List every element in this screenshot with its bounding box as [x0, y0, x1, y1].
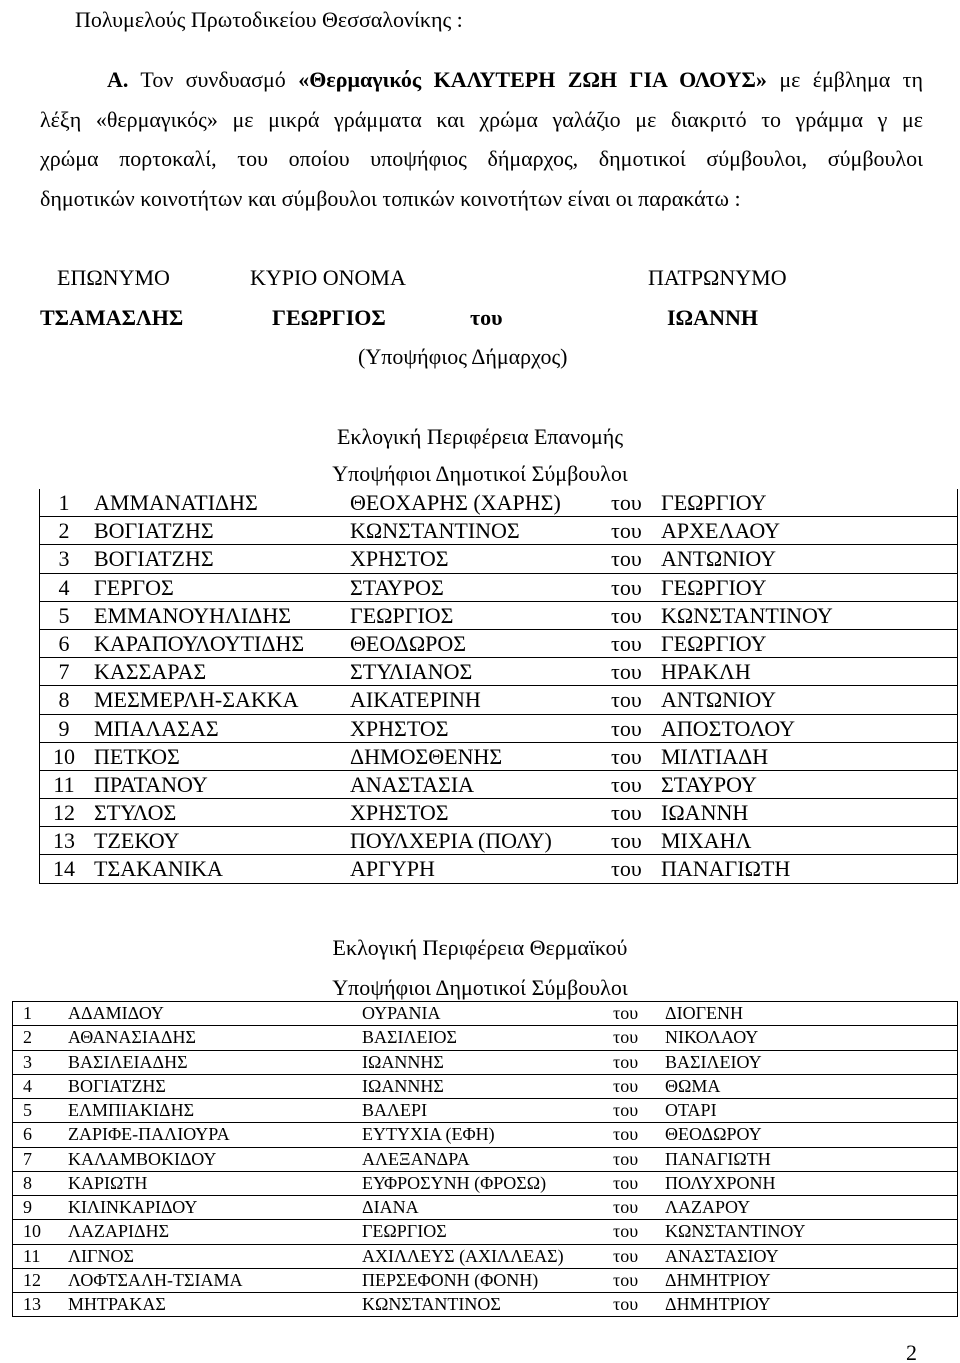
candidate-number: 2 [58, 518, 70, 544]
table-row [40, 799, 957, 827]
candidate-first-name: ΑΡΓΥΡΗ [350, 856, 435, 882]
of-word: του [611, 602, 642, 628]
table-row [40, 658, 957, 686]
mayor-surname: ΤΣΑΜΑΣΛΗΣ [40, 305, 184, 330]
candidate-father-name: ΙΩΑΝΝΗ [661, 800, 749, 826]
of-word: του [611, 687, 642, 713]
candidate-number: 5 [58, 602, 70, 628]
table-row [13, 1172, 957, 1196]
candidate-father-name: ΠΟΛΥΧΡΟΝΗ [665, 1172, 776, 1193]
of-word: του [613, 1148, 639, 1169]
table-row [40, 715, 957, 743]
candidate-number: 3 [23, 1051, 32, 1072]
candidate-father-name: ΒΑΣΙΛΕΙΟΥ [665, 1051, 762, 1072]
candidate-number: 4 [58, 574, 70, 600]
intro-line-1 [40, 60, 923, 100]
candidate-first-name: ΧΡΗΣΤΟΣ [350, 546, 449, 572]
mayor-role: (Υποψήφιος Δήμαρχος) [358, 344, 568, 369]
candidate-surname: ΤΖΕΚΟΥ [94, 828, 180, 854]
candidate-number: 10 [23, 1221, 41, 1242]
candidate-first-name: ΑΙΚΑΤΕΡΙΝΗ [350, 687, 481, 713]
candidate-father-name: ΜΙΧΑΗΛ [661, 828, 752, 854]
candidate-first-name: ΔΗΜΟΣΘΕΝΗΣ [350, 743, 503, 769]
candidate-number: 6 [23, 1124, 32, 1145]
candidate-father-name: ΑΝΑΣΤΑΣΙΟΥ [665, 1245, 779, 1266]
intro-line-4: δημοτικών κοινοτήτων και σύμβουλοι τοπικών κοινοτήτων είναι οι παρακάτω : [40, 186, 741, 212]
candidate-surname: ΚΑΛΑΜΒΟΚΙΔΟΥ [68, 1148, 217, 1169]
candidate-surname: ΚΑΡΙΩΤΗ [68, 1172, 148, 1193]
of-word: του [611, 771, 642, 797]
candidate-surname: ΚΑΣΣΑΡΑΣ [94, 659, 207, 685]
of-word: του [611, 574, 642, 600]
candidate-number: 3 [58, 546, 70, 572]
region-subtitle-thermaikos: Υποψήφιοι Δημοτικοί Σύμβουλοι [332, 975, 628, 1000]
candidate-first-name: ΣΤΑΥΡΟΣ [350, 574, 444, 600]
region-subtitle-epanomi: Υποψήφιοι Δημοτικοί Σύμβουλοι [332, 461, 628, 486]
mayor-first-name: ΓΕΩΡΓΙΟΣ [272, 305, 386, 330]
table-row [13, 1075, 957, 1099]
table-row [13, 1245, 957, 1269]
of-word: του [613, 1221, 639, 1242]
of-word: του [613, 1100, 639, 1120]
candidate-surname: ΖΑΡΙΦΕ-ΠΑΛΙΟΥΡΑ [68, 1124, 230, 1145]
candidate-first-name: ΒΑΛΕΡΙ [362, 1100, 428, 1120]
table-row [13, 1269, 957, 1293]
court-line: Πολυμελούς Πρωτοδικείου Θεσσαλονίκης : [75, 7, 463, 32]
candidate-number: 12 [23, 1269, 41, 1290]
candidate-father-name: ΘΩΜΑ [665, 1075, 721, 1096]
candidate-number: 4 [23, 1075, 32, 1096]
table-row [40, 545, 957, 573]
candidate-surname: ΕΜΜΑΝΟΥΗΛΙΔΗΣ [94, 602, 292, 628]
table-row [13, 1148, 957, 1172]
candidate-father-name: ΔΗΜΗΤΡΙΟΥ [665, 1294, 771, 1314]
of-word: του [611, 828, 642, 854]
candidate-number: 14 [53, 856, 75, 882]
column-header-first-name: ΚΥΡΙΟ ΟΝΟΜΑ [250, 265, 406, 290]
candidate-surname: ΓΕΡΓΟΣ [94, 574, 174, 600]
candidate-first-name: ΧΡΗΣΤΟΣ [350, 800, 449, 826]
candidate-number: 2 [23, 1027, 32, 1048]
candidate-first-name: ΠΟΥΛΧΕΡΙΑ (ΠΟΛΥ) [350, 828, 552, 854]
table-row [13, 1051, 957, 1075]
table-row [40, 827, 957, 855]
candidate-first-name: ΟΥΡΑΝΙΑ [362, 1003, 441, 1023]
candidate-first-name: ΠΕΡΣΕΦΟΝΗ (ΦΟΝΗ) [362, 1269, 539, 1290]
candidate-surname: ΠΕΤΚΟΣ [94, 743, 180, 769]
of-word: του [611, 490, 642, 515]
column-header-surname: ΕΠΩΝΥΜΟ [57, 265, 170, 290]
intro-line-2: λέξη «θερμαγικός» με μικρά γράμματα και χρώμα γαλάζιο με διακριτό το γράμμα γ με [40, 106, 923, 132]
candidate-surname: ΑΔΑΜΙΔΟΥ [68, 1003, 164, 1023]
of-word: του [611, 800, 642, 826]
candidate-number: 5 [23, 1100, 32, 1120]
candidate-number: 13 [53, 828, 75, 854]
of-word: του [613, 1294, 639, 1314]
candidate-number: 10 [53, 743, 75, 769]
candidate-father-name: ΔΗΜΗΤΡΙΟΥ [665, 1269, 771, 1290]
candidate-father-name: ΑΠΟΣΤΟΛΟΥ [661, 715, 796, 741]
candidate-surname: ΒΟΓΙΑΤΖΗΣ [68, 1075, 166, 1096]
candidate-number: 9 [23, 1197, 32, 1217]
table-row [40, 686, 957, 714]
table-row [40, 489, 957, 517]
candidate-first-name: ΚΩΝΣΤΑΝΤΙΝΟΣ [350, 518, 520, 544]
of-word: του [613, 1245, 639, 1266]
candidate-father-name: ΜΙΛΤΙΑΔΗ [661, 743, 769, 769]
candidate-first-name: ΓΕΩΡΓΙΟΣ [350, 602, 454, 628]
candidate-surname: ΕΛΜΠΙΑΚΙΔΗΣ [68, 1100, 195, 1120]
of-word: του [611, 743, 642, 769]
intro-line-3: χρώμα πορτοκαλί, του οποίου υποψήφιος δήμαρχος, δημοτικοί σύμβουλοι, σύμβουλοι [40, 146, 923, 172]
candidate-first-name: ΙΩΑΝΝΗΣ [362, 1051, 444, 1072]
candidate-number: 8 [58, 687, 70, 713]
candidate-surname: ΤΣΑΚΑΝΙΚΑ [94, 856, 223, 882]
candidate-surname: ΛΟΦΤΣΑΛΗ-ΤΣΙΑΜΑ [68, 1269, 243, 1290]
table-row [13, 1099, 957, 1123]
candidate-father-name: ΣΤΑΥΡΟΥ [661, 771, 757, 797]
of-word: του [613, 1003, 639, 1023]
of-word: του [613, 1197, 639, 1217]
table-row [13, 1220, 957, 1244]
candidate-surname: ΣΤΥΛΟΣ [94, 800, 177, 826]
candidate-first-name: ΓΕΩΡΓΙΟΣ [362, 1221, 447, 1242]
table-row [40, 602, 957, 630]
candidate-father-name: ΛΑΖΑΡΟΥ [665, 1197, 751, 1217]
table-row [40, 743, 957, 771]
of-word: του [611, 630, 642, 656]
candidate-father-name: ΓΕΩΡΓΙΟΥ [661, 490, 767, 515]
table-row [40, 574, 957, 602]
of-word: του [613, 1124, 639, 1145]
table-row [13, 1293, 957, 1317]
candidate-first-name: ΔΙΑΝΑ [362, 1197, 419, 1217]
candidate-number: 7 [58, 659, 70, 685]
candidate-father-name: ΘΕΟΔΩΡΟΥ [665, 1124, 762, 1145]
candidate-first-name: ΣΤΥΛΙΑΝΟΣ [350, 659, 473, 685]
candidate-father-name: ΑΝΤΩΝΙΟΥ [661, 687, 777, 713]
candidate-father-name: ΑΡΧΕΛΑΟΥ [661, 518, 781, 544]
of-word: του [611, 518, 642, 544]
candidate-surname: ΜΠΑΛΑΣΑΣ [94, 715, 219, 741]
candidate-number: 11 [53, 771, 75, 797]
of-word: του [613, 1051, 639, 1072]
candidate-first-name: ΚΩΝΣΤΑΝΤΙΝΟΣ [362, 1294, 501, 1314]
candidate-surname: ΜΕΣΜΕΡΛΗ-ΣΑΚΚΑ [94, 687, 299, 713]
candidate-surname: ΠΡΑΤΑΝΟΥ [94, 771, 208, 797]
party-name: «Θερμαγικός ΚΑΛΥΤΕΡΗ ΖΩΗ ΓΙΑ ΟΛΟΥΣ» [298, 67, 767, 92]
candidate-number: 11 [23, 1245, 41, 1266]
candidate-father-name: ΟΤΑΡΙ [665, 1100, 717, 1120]
candidate-first-name: ΘΕΟΔΩΡΟΣ [350, 630, 467, 656]
candidate-surname: ΚΑΡΑΠΟΥΛΟΥΤΙΔΗΣ [94, 630, 305, 656]
candidate-father-name: ΝΙΚΟΛΑΟΥ [665, 1027, 759, 1048]
candidate-surname: ΛΙΓΝΟΣ [68, 1245, 134, 1266]
candidate-father-name: ΗΡΑΚΛΗ [661, 659, 751, 685]
candidate-surname: ΒΑΣΙΛΕΙΑΔΗΣ [68, 1051, 188, 1072]
page-number: 2 [906, 1340, 917, 1363]
candidate-first-name: ΑΧΙΛΛΕΥΣ (ΑΧΙΛΛΕΑΣ) [362, 1245, 564, 1266]
candidates-table-thermaikos [12, 1001, 958, 1317]
candidate-surname: ΒΟΓΙΑΤΖΗΣ [94, 518, 214, 544]
mayor-father-name: ΙΩΑΝΝΗ [667, 305, 758, 330]
candidate-father-name: ΚΩΝΣΤΑΝΤΙΝΟΥ [665, 1221, 806, 1242]
mayor-of-word: του [470, 305, 503, 330]
candidate-first-name: ΕΥΤΥΧΙΑ (ΕΦΗ) [362, 1124, 495, 1145]
candidate-father-name: ΓΕΩΡΓΙΟΥ [661, 630, 767, 656]
candidate-number: 7 [23, 1148, 32, 1169]
candidate-father-name: ΓΕΩΡΓΙΟΥ [661, 574, 767, 600]
column-header-father-name: ΠΑΤΡΩΝΥΜΟ [648, 265, 787, 290]
candidate-first-name: ΘΕΟΧΑΡΗΣ (ΧΑΡΗΣ) [350, 490, 561, 515]
intro-label: Α. [107, 67, 129, 92]
candidate-number: 8 [23, 1172, 32, 1193]
candidate-number: 12 [53, 800, 75, 826]
candidate-first-name: ΧΡΗΣΤΟΣ [350, 715, 449, 741]
candidate-surname: ΜΗΤΡΑΚΑΣ [68, 1294, 166, 1314]
candidate-surname: ΒΟΓΙΑΤΖΗΣ [94, 546, 214, 572]
candidate-father-name: ΠΑΝΑΓΙΩΤΗ [661, 856, 791, 882]
candidate-surname: ΚΙΛΙΝΚΑΡΙΔΟΥ [68, 1197, 198, 1217]
candidate-number: 6 [58, 630, 70, 656]
candidate-surname: ΑΘΑΝΑΣΙΑΔΗΣ [68, 1027, 196, 1048]
intro-line-1-pre: Τον συνδυασμό [140, 67, 286, 92]
candidate-surname: ΑΜΜΑΝΑΤΙΔΗΣ [94, 490, 258, 515]
candidate-number: 1 [58, 490, 70, 515]
of-word: του [613, 1075, 639, 1096]
candidate-number: 1 [23, 1003, 32, 1023]
region-title-epanomi: Εκλογική Περιφέρεια Επανομής [336, 424, 624, 449]
table-row [40, 771, 957, 799]
table-row [40, 855, 957, 883]
region-title-thermaikos: Εκλογική Περιφέρεια Θερμαϊκού [332, 935, 628, 960]
table-row [13, 1026, 957, 1050]
intro-paragraph [40, 60, 923, 219]
table-row [40, 517, 957, 545]
table-row [13, 1002, 957, 1026]
candidate-first-name: ΒΑΣΙΛΕΙΟΣ [362, 1027, 457, 1048]
of-word: του [611, 659, 642, 685]
of-word: του [613, 1027, 639, 1048]
candidate-father-name: ΚΩΝΣΤΑΝΤΙΝΟΥ [661, 602, 833, 628]
candidate-number: 13 [23, 1294, 41, 1314]
of-word: του [613, 1269, 639, 1290]
candidate-first-name: ΑΝΑΣΤΑΣΙΑ [350, 771, 475, 797]
table-row [13, 1123, 957, 1147]
of-word: του [613, 1172, 639, 1193]
candidate-number: 9 [58, 715, 70, 741]
candidate-father-name: ΠΑΝΑΓΙΩΤΗ [665, 1148, 771, 1169]
candidate-first-name: ΑΛΕΞΑΝΔΡΑ [362, 1148, 470, 1169]
candidate-father-name: ΔΙΟΓΕΝΗ [665, 1003, 743, 1023]
intro-line-1-post: με έμβλημα τη [779, 67, 924, 92]
of-word: του [611, 715, 642, 741]
of-word: του [611, 856, 642, 882]
candidate-first-name: ΕΥΦΡΟΣΥΝΗ (ΦΡΟΣΩ) [362, 1172, 547, 1193]
of-word: του [611, 546, 642, 572]
candidate-surname: ΛΑΖΑΡΙΔΗΣ [68, 1221, 170, 1242]
candidate-father-name: ΑΝΤΩΝΙΟΥ [661, 546, 777, 572]
table-row [40, 630, 957, 658]
candidate-first-name: ΙΩΑΝΝΗΣ [362, 1075, 444, 1096]
table-row [13, 1196, 957, 1220]
candidates-table-epanomi [39, 489, 958, 884]
